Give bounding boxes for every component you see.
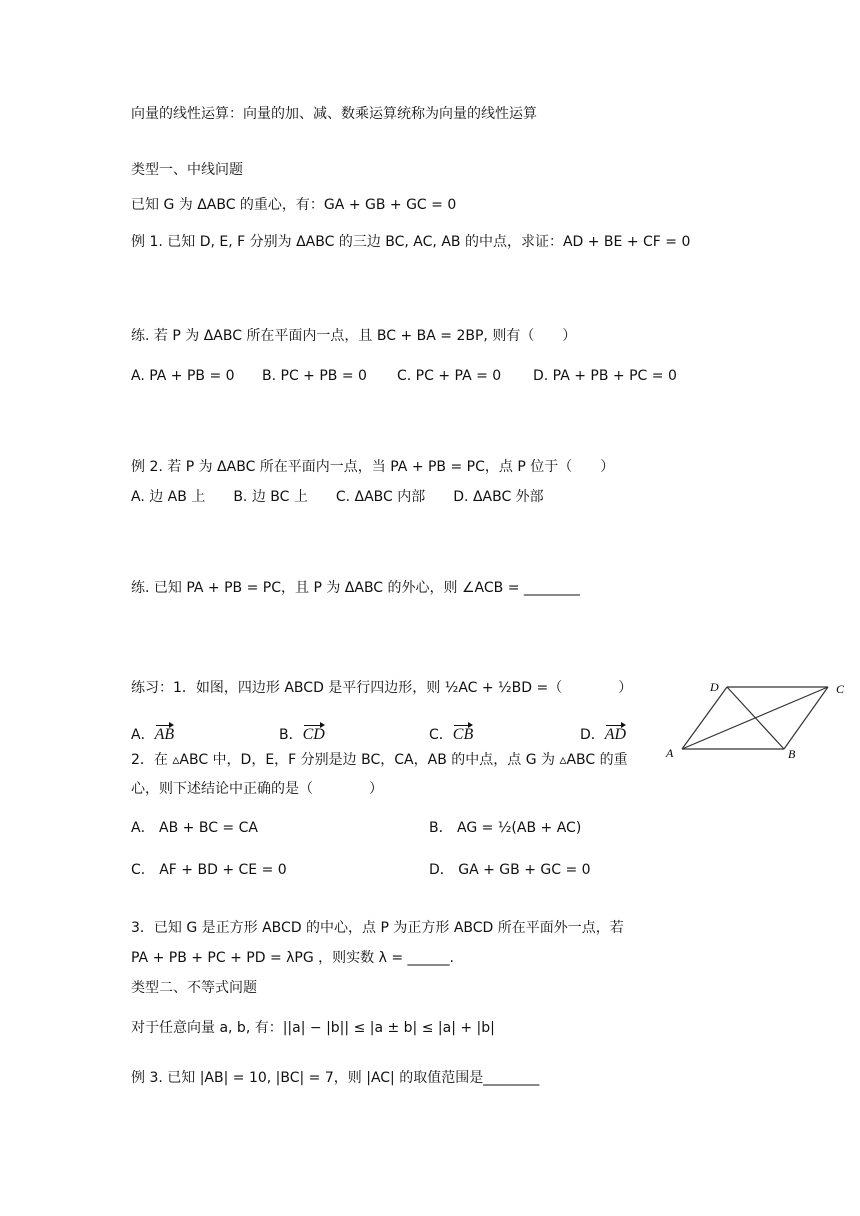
exercise1-option-b: B．CD [279, 721, 325, 745]
example3-text: 例 3. 已知 |AB| = 10, |BC| = 7，则 |AC| 的取值范围是________ [131, 1070, 540, 1086]
practice2-text: 练. 已知 PA + PB = PC，且 P 为 ΔABC 的外心，则 ∠ACB = ________ [131, 580, 580, 596]
exercise1-stem: 练习：1．如图，四边形 ABCD 是平行四边形，则 ½AC + ½BD =（ ） [131, 680, 633, 696]
label-c: C [836, 682, 845, 696]
exercise3-line1: 3．已知 G 是正方形 ABCD 的中心，点 P 为正方形 ABCD 所在平面外一点，若 [131, 920, 624, 936]
exercise3-line2: PA + PB + PC + PD = λPG ，则实数 λ = ______. [131, 950, 454, 966]
type1-heading: 类型一、中线问题 [131, 162, 243, 178]
vector-cd: CD [303, 721, 325, 745]
practice1-stem: 练. 若 P 为 ΔABC 所在平面内一点，且 BC + BA = 2BP, 则有（ ） [131, 328, 577, 344]
type2-heading: 类型二、不等式问题 [131, 980, 257, 996]
intro-text: 向量的线性运算：向量的加、减、数乘运算统称为向量的线性运算 [131, 106, 537, 122]
exercise1-option-d: D．AD [580, 721, 626, 745]
example1-text: 例 1. 已知 D, E, F 分别为 ΔABC 的三边 BC, AC, AB 的中点，求证：AD + BE + CF = 0 [131, 234, 691, 250]
exercise2-option-c: C． AF + BD + CE = 0 [131, 862, 287, 878]
exercise2-stem-line2: 心，则下述结论中正确的是（ ） [131, 781, 383, 797]
example2-stem: 例 2. 若 P 为 ΔABC 所在平面内一点，当 PA + PB = PC，点 P 位于（ ） [131, 459, 615, 475]
centroid-statement: 已知 G 为 ΔABC 的重心，有：GA + GB + GC = 0 [131, 197, 457, 213]
practice1-option-c: C. PC + PA = 0 [397, 368, 502, 384]
exercise2-option-a: A． AB + BC = CA [131, 820, 258, 836]
practice1-option-a: A. PA + PB = 0 [131, 368, 235, 384]
label-d: D [710, 680, 719, 694]
example2-options: A. 边 AB 上 B. 边 BC 上 C. ΔABC 内部 D. ΔABC 外部 [131, 489, 544, 505]
parallelogram-figure [660, 676, 850, 766]
label-a: A [666, 746, 674, 760]
practice1-option-b: B. PC + PB = 0 [262, 368, 367, 384]
vector-ab: AB [155, 721, 175, 745]
practice1-option-d: D. PA + PB + PC = 0 [533, 368, 677, 384]
inequality-statement: 对于任意向量 a, b, 有：||a| − |b|| ≤ |a ± b| ≤ |a| + |b| [131, 1020, 495, 1036]
exercise1-option-c: C．CB [429, 721, 473, 745]
diagonal-bd [727, 687, 784, 749]
exercise2-option-d: D． GA + GB + GC = 0 [429, 862, 591, 878]
vector-ad: AD [605, 721, 626, 745]
exercise2-option-b: B． AG = ½(AB + AC) [429, 820, 582, 836]
label-b: B [788, 747, 796, 761]
exercise2-stem-line1: 2．在 ▵ABC 中，D，E，F 分别是边 BC，CA，AB 的中点，点 G 为 ▵ABC 的重 [131, 752, 628, 768]
vector-cb: CB [453, 721, 473, 745]
exercise1-option-a: A．AB [131, 721, 174, 745]
